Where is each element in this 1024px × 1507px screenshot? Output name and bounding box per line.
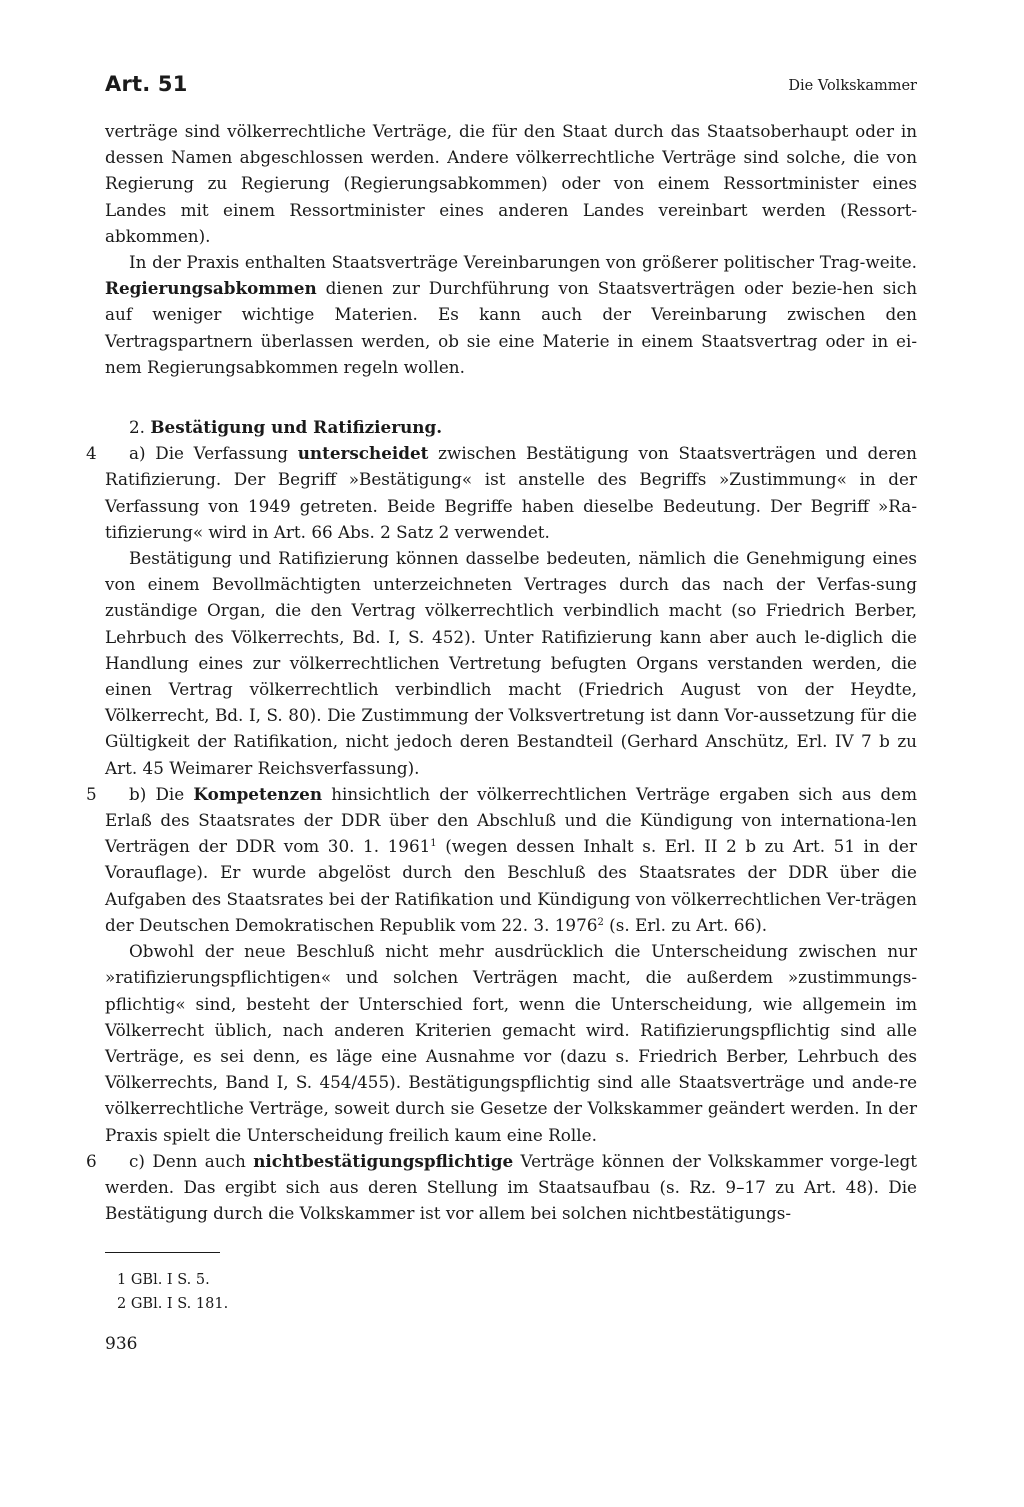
paragraph-1: verträge sind völkerrechtliche Verträge, die für den Staat durch das Staatsoberhaupt oder in dessen Namen abgeschlossen werden. Andere völkerrechtliche Verträge sind solche, die von Regierung zu Regierung (Regierungsabkommen) oder von einem Ressortminister eines Landes mit einem Ressortminister eines anderen Landes vereinbart werden (Ressort-abkommen). (105, 121, 917, 246)
paragraph-7-text-a: c) Denn auch (129, 1150, 254, 1171)
article-number: Art. 51 (105, 72, 188, 96)
footnote-ref-2[interactable]: 2 (597, 916, 604, 928)
paragraph-5-text-e: (s. Erl. zu Art. 66). (603, 914, 768, 935)
margin-number-5: 5 (86, 783, 97, 804)
page-number: 936 (105, 1334, 138, 1354)
keyword-regierungsabkommen: Regierungsabkommen (105, 278, 317, 299)
paragraph-5-text-c: hinsichtlich der völkerrechtlichen Verträge ergaben sich aus dem Erlaß des Staatsrates der DDR über den Abschluß und die Kündigung von internationa-len Verträgen der DDR vom 30. 1. 1961 (105, 783, 917, 857)
paragraph-5-text-d: (wegen dessen Inhalt s. Erl. II 2 b zu Art. 51 in der Vorauflage). Er wurde abgelöst durch den Beschluß des Staatsrates der DDR über die Aufgaben des Staatsrates bei der Ratifikation und Kündigung von völkerrechtlichen Ver-trägen der Deutschen Demokratischen Republik vom 22. 3. 1976 (105, 836, 917, 935)
section-number: 2. (129, 417, 151, 438)
footnote-1: 1 GBl. I S. 5. (117, 1272, 210, 1288)
paragraph-2-text-c: dienen zur Durchführung von Staatsverträgen oder bezie-hen sich auf weniger wichtige Materien. Es kann auch der Vereinbarung zwischen den Vertragspartnern überlassen werden, ob sie eine Materie in einem Staatsvertrag oder in ei-nem Regierungsabkommen regeln wollen. (105, 278, 917, 377)
body-text (86, 118, 918, 1226)
paragraph-4: Bestätigung und Ratifizierung können dasselbe bedeuten, nämlich die Genehmigung eines von einem Bevollmächtigten unterzeichneten Vertrages durch das nach der Verfas-sung zuständige Organ, die den Vertrag völkerrechtlich verbindlich macht (so Friedrich Berber, Lehrbuch des Völkerrechts, Bd. I, S. 452). Unter Ratifizierung kann aber auch le-diglich die Handlung eines zur völkerrechtlichen Vertretung befugten Organs verstanden werden, die einen Vertrag völkerrechtlich verbindlich macht (Friedrich August von der Heydte, Völkerrecht, Bd. I, S. 80). Die Zustimmung der Volksvertretung ist dann Vor-aussetzung für die Gültigkeit der Ratifikation, nicht jedoch deren Bestandteil (Gerhard Anschütz, Erl. IV 7 b zu Art. 45 Weimarer Reichsverfassung). (105, 548, 917, 778)
paragraph-3-text-a: a) Die Verfassung (129, 443, 298, 464)
paragraph-3-text-c: zwischen Bestätigung von Staatsverträgen und deren Ratifizierung. Der Begriff »Bestätigung« ist anstelle des Begriffs »Zustimmung« in der Verfassung von 1949 getreten. Beide Begriffe haben dieselbe Bedeutung. Der Begriff »Ra-tifizierung« wird in Art. 66 Abs. 2 Satz 2 verwendet. (105, 443, 917, 542)
paragraph-5 (86, 781, 917, 938)
keyword-kompetenzen: Kompetenzen (193, 783, 323, 804)
footnote-ref-1[interactable]: 1 (430, 838, 437, 850)
paragraph-2-text-a: In der Praxis enthalten Staatsverträge Vereinbarungen von größerer politischer Trag-weite. (129, 252, 917, 273)
paragraph-5-text-a: b) Die (129, 783, 194, 804)
keyword-unterscheidet: unterscheidet (297, 443, 429, 464)
section-spacer (105, 380, 917, 414)
paragraph-6: Obwohl der neue Beschluß nicht mehr ausdrücklich die Unterscheidung zwischen nur »ratifizierungspflichtigen« und solchen Verträgen macht, die außerdem »zustimmungs-pflichtig« sind, besteht der Unterschied fort, wenn die Unterscheidung, wie allgemein im Völkerrecht üblich, nach anderen Kriterien gemacht wird. Ratifizierungspflichtig sind alle Verträge, es sei denn, es läge eine Ausnahme vor (dazu s. Friedrich Berber, Lehrbuch des Völkerrechts, Band I, S. 454/455). Bestätigungspflichtig sind alle Staatsverträge und ande-re völkerrechtliche Verträge, soweit durch sie Gesetze der Volkskammer geändert werden. In der Praxis spielt die Unterscheidung freilich kaum eine Rolle. (105, 941, 917, 1145)
footnote-2: 2 GBl. I S. 181. (117, 1296, 229, 1312)
paragraph-7-text-c: Verträge können der Volkskammer vorge-legt werden. Das ergibt sich aus deren Stellung im Staatsaufbau (s. Rz. 9–17 zu Art. 48). Die Bestätigung durch die Volkskammer ist vor allem bei solchen nichtbestätigungs- (105, 1150, 918, 1224)
page-header (105, 72, 917, 102)
section-title: Bestätigung und Ratifizierung. (150, 417, 443, 438)
paragraph-2 (105, 249, 917, 380)
paragraph-3 (86, 440, 917, 545)
footnote-rule (105, 1252, 220, 1253)
paragraph-7 (86, 1148, 918, 1227)
margin-number-4: 4 (86, 443, 97, 464)
margin-number-6: 6 (86, 1150, 97, 1171)
footnotes (117, 1268, 228, 1316)
keyword-nichtbestaetigungspflichtige: nichtbestätigungspflichtige (253, 1150, 514, 1171)
running-title: Die Volkskammer (788, 78, 917, 94)
section-heading (105, 414, 917, 440)
